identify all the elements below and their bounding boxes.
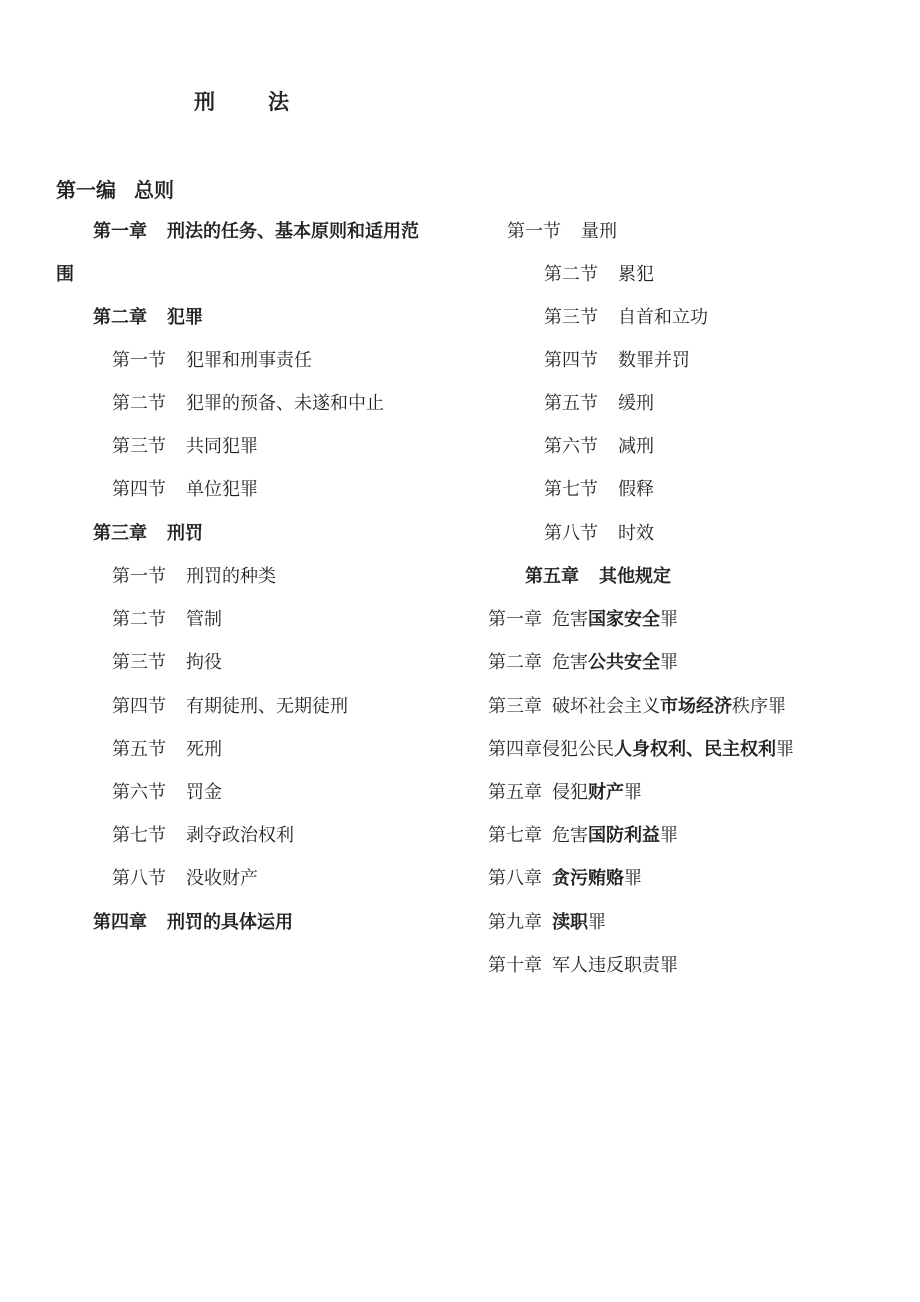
section-number: 第三节 xyxy=(112,436,166,457)
chapter-prefix: 侵犯 xyxy=(552,782,588,803)
book2-chapter xyxy=(488,866,642,892)
chapter-number: 第三章 xyxy=(488,696,542,717)
chapter-suffix: 罪 xyxy=(588,912,606,933)
section-entry xyxy=(544,348,690,374)
section-name: 罚金 xyxy=(186,782,222,803)
part-number: 第一编 xyxy=(56,178,116,202)
chapter-name: 犯罪 xyxy=(167,307,203,328)
section-entry xyxy=(112,866,258,892)
title-char-1: 刑 xyxy=(194,90,216,114)
chapter-name: 其他规定 xyxy=(599,566,671,587)
chapter-name: 刑法的任务、基本原则和适用范 xyxy=(167,221,419,242)
section-number: 第五节 xyxy=(112,739,166,760)
section-number: 第二节 xyxy=(112,609,166,630)
chapter-highlight: 国防利益 xyxy=(588,825,660,846)
section-entry xyxy=(507,219,617,245)
chapter-highlight: 国家安全 xyxy=(588,609,660,630)
section-name: 共同犯罪 xyxy=(186,436,258,457)
section-name: 时效 xyxy=(618,523,654,544)
section-name: 累犯 xyxy=(618,264,654,285)
chapter-number: 第十章 xyxy=(488,955,542,976)
section-entry xyxy=(112,564,276,590)
chapter-suffix: 罪 xyxy=(624,868,642,889)
chapter-number: 第二章 xyxy=(93,307,147,328)
part-name: 总则 xyxy=(134,178,174,202)
chapter-highlight: 财产 xyxy=(588,782,624,803)
chapter-highlight: 市场经济 xyxy=(660,696,732,717)
section-number: 第三节 xyxy=(112,652,166,673)
section-number: 第六节 xyxy=(544,436,598,457)
book2-chapter xyxy=(488,650,678,676)
chapter-name: 刑罚 xyxy=(167,523,203,544)
section-number: 第一节 xyxy=(112,350,166,371)
chapter-prefix: 危害 xyxy=(552,609,588,630)
chapter-1-heading-continued: 围 xyxy=(56,264,74,285)
book2-chapter xyxy=(488,780,642,806)
section-number: 第八节 xyxy=(544,523,598,544)
section-entry xyxy=(112,823,294,849)
section-name: 减刑 xyxy=(618,436,654,457)
chapter-suffix: 罪 xyxy=(660,609,678,630)
chapter-number: 第八章 xyxy=(488,868,542,889)
chapter-number: 第一章 xyxy=(488,609,542,630)
book2-chapter xyxy=(488,823,678,849)
title-char-2: 法 xyxy=(268,90,290,114)
document-title xyxy=(194,86,290,116)
section-number: 第五节 xyxy=(544,393,598,414)
book2-chapter xyxy=(488,953,678,979)
chapter-prefix: 危害 xyxy=(552,825,588,846)
chapter-1-heading xyxy=(93,219,419,245)
chapter-highlight: 公共安全 xyxy=(588,652,660,673)
section-number: 第四节 xyxy=(112,696,166,717)
chapter-number: 第五章 xyxy=(525,566,579,587)
section-entry xyxy=(112,434,258,460)
chapter-5-heading xyxy=(525,564,671,590)
section-number: 第二节 xyxy=(544,264,598,285)
chapter-suffix: 罪 xyxy=(624,782,642,803)
section-number: 第一节 xyxy=(112,566,166,587)
section-entry xyxy=(544,391,654,417)
section-entry xyxy=(112,780,222,806)
section-number: 第四节 xyxy=(112,479,166,500)
chapter-number: 第七章 xyxy=(488,825,542,846)
section-name: 犯罪的预备、未遂和中止 xyxy=(186,393,384,414)
chapter-prefix: 破坏社会主义 xyxy=(552,696,660,717)
section-entry xyxy=(544,477,654,503)
chapter-prefix: 侵犯公民 xyxy=(542,739,614,760)
section-name: 死刑 xyxy=(186,739,222,760)
book2-chapter xyxy=(488,694,786,720)
section-number: 第八节 xyxy=(112,868,166,889)
section-entry xyxy=(112,477,258,503)
section-entry xyxy=(112,391,384,417)
section-name: 单位犯罪 xyxy=(186,479,258,500)
section-name: 缓刑 xyxy=(618,393,654,414)
chapter-number: 第四章 xyxy=(488,739,542,760)
book2-chapter xyxy=(488,737,794,763)
section-name: 剥夺政治权利 xyxy=(186,825,294,846)
chapter-2-heading xyxy=(93,305,203,331)
section-entry xyxy=(112,737,222,763)
section-number: 第四节 xyxy=(544,350,598,371)
section-entry xyxy=(544,305,708,331)
section-number: 第一节 xyxy=(507,221,561,242)
chapter-number: 第四章 xyxy=(93,912,147,933)
section-number: 第二节 xyxy=(112,393,166,414)
section-name: 管制 xyxy=(186,609,222,630)
chapter-suffix: 秩序罪 xyxy=(732,696,786,717)
section-number: 第三节 xyxy=(544,307,598,328)
section-number: 第七节 xyxy=(112,825,166,846)
chapter-prefix: 危害 xyxy=(552,652,588,673)
section-entry xyxy=(544,521,654,547)
section-name: 拘役 xyxy=(186,652,222,673)
section-name: 刑罚的种类 xyxy=(186,566,276,587)
section-name: 没收财产 xyxy=(186,868,258,889)
chapter-suffix: 罪 xyxy=(660,652,678,673)
chapter-highlight: 渎职 xyxy=(552,912,588,933)
section-entry xyxy=(544,262,654,288)
section-name: 自首和立功 xyxy=(618,307,708,328)
chapter-3-heading xyxy=(93,521,203,547)
chapter-number: 第一章 xyxy=(93,221,147,242)
chapter-suffix: 罪 xyxy=(776,739,794,760)
section-name: 假释 xyxy=(618,479,654,500)
section-name: 犯罪和刑事责任 xyxy=(186,350,312,371)
section-name: 数罪并罚 xyxy=(618,350,690,371)
chapter-name: 刑罚的具体运用 xyxy=(167,912,293,933)
chapter-number: 第二章 xyxy=(488,652,542,673)
chapter-highlight: 贪污贿赂 xyxy=(552,868,624,889)
chapter-number: 第九章 xyxy=(488,912,542,933)
section-entry xyxy=(112,607,222,633)
chapter-number: 第三章 xyxy=(93,523,147,544)
section-entry xyxy=(112,694,348,720)
book2-chapter xyxy=(488,607,678,633)
section-entry xyxy=(112,650,222,676)
book2-chapter xyxy=(488,910,606,936)
chapter-4-heading xyxy=(93,910,293,936)
chapter-prefix: 军人违反职责罪 xyxy=(552,955,678,976)
section-name: 有期徒刑、无期徒刑 xyxy=(186,696,348,717)
section-entry xyxy=(544,434,654,460)
section-number: 第七节 xyxy=(544,479,598,500)
chapter-suffix: 罪 xyxy=(660,825,678,846)
chapter-number: 第五章 xyxy=(488,782,542,803)
section-name: 量刑 xyxy=(581,221,617,242)
section-number: 第六节 xyxy=(112,782,166,803)
section-entry xyxy=(112,348,312,374)
chapter-highlight: 人身权利、民主权利 xyxy=(614,739,776,760)
part-heading xyxy=(56,174,174,203)
